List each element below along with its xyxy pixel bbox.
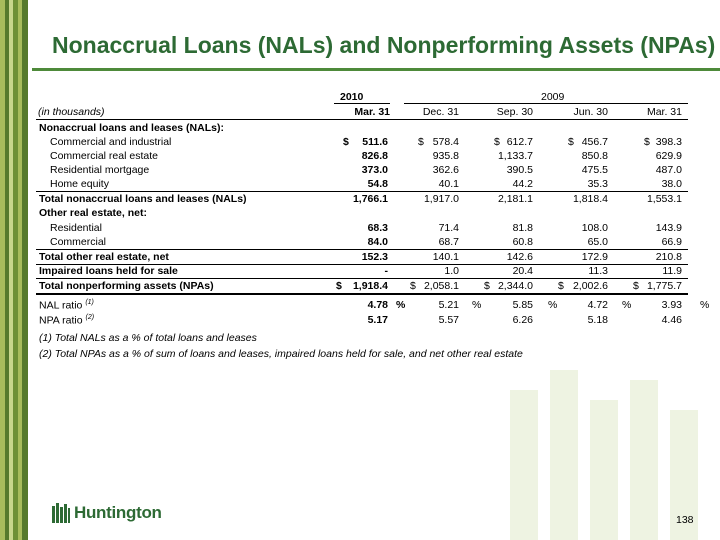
page-number: 138 [676, 514, 694, 526]
title-underline [32, 68, 720, 71]
table-row-total-npas: Total nonperforming assets (NPAs) $ 1,918.4 $ 2,058.1 $ 2,344.0 $ 2,002.6 $ 1,775.7 [39, 280, 682, 292]
total-npas-top-rule [36, 278, 688, 279]
column-header-prior-mar: Mar. 31 [646, 106, 682, 118]
column-header-jun: Jun. 30 [573, 106, 608, 118]
decorative-stripes [0, 0, 28, 540]
section-header-oreo: Other real estate, net: [39, 207, 147, 219]
column-header-dec: Dec. 31 [422, 106, 459, 118]
table-row-nal-ratio: NAL ratio $^{(1)}$ 4.78 % 5.21 % 5.85 % 4.72 % 3.93 % [39, 299, 710, 312]
brand-logo [52, 503, 162, 523]
total-nals-top-rule [36, 191, 688, 192]
year-prior-header: 2009 [541, 91, 565, 103]
table-row-impaired-loans: Impaired loans held for sale - 1.0 20.4 11.3 11.9 [39, 265, 682, 277]
table-row-npa-ratio: NPA ratio $^{(2)}$ 5.17 5.57 6.26 5.18 4.46 [39, 314, 682, 327]
footnote-1: (1) Total NALs as a % of total loans and leases [39, 332, 257, 344]
table-row-total-nals: Total nonaccrual loans and leases (NALs) 1,766.1 1,917.0 2,181.1 1,818.4 1,553.1 [39, 193, 682, 205]
total-npas-bottom-rule [36, 293, 688, 295]
year-prior-underline [404, 103, 688, 104]
table-row-total-oreo: Total other real estate, net 152.3 140.1 142.6 172.9 210.8 [39, 251, 682, 263]
footnote-2: (2) Total NPAs as a % of sum of loans and leases, impaired loans held for sale, and net other real estate [39, 348, 523, 360]
table-row-home-equity: Home equity 54.8 40.1 44.2 35.3 38.0 [50, 178, 682, 190]
units-label: (in thousands) [38, 106, 105, 118]
total-oreo-top-rule [36, 249, 688, 250]
header-bottom-rule [36, 119, 688, 120]
column-header-current-mar: Mar. 31 [354, 106, 390, 118]
table-row-residential-mortgage: Residential mortgage 373.0 362.6 390.5 475.5 487.0 [50, 164, 682, 176]
table-row-commercial-real-estate: Commercial real estate 826.8 935.8 1,133.7 850.8 629.9 [50, 150, 682, 162]
year-current-underline [334, 103, 390, 104]
table-row-oreo-commercial: Commercial 84.0 68.7 60.8 65.0 66.9 [50, 236, 682, 248]
section-header-nals: Nonaccrual loans and leases (NALs): [39, 122, 224, 134]
page-title: Nonaccrual Loans (NALs) and Nonperforming Assets (NPAs) [52, 32, 716, 58]
table-row-oreo-residential: Residential 68.3 71.4 81.8 108.0 143.9 [50, 222, 682, 234]
column-header-sep: Sep. 30 [496, 106, 533, 118]
brand-name: Huntington [74, 503, 162, 522]
year-current-header: 2010 [340, 91, 364, 103]
huntington-logo-icon [52, 503, 70, 523]
table-row-commercial-industrial: Commercial and industrial $ 511.6 $ 578.4 $ 612.7 $ 456.7 $ 398.3 [50, 136, 682, 148]
